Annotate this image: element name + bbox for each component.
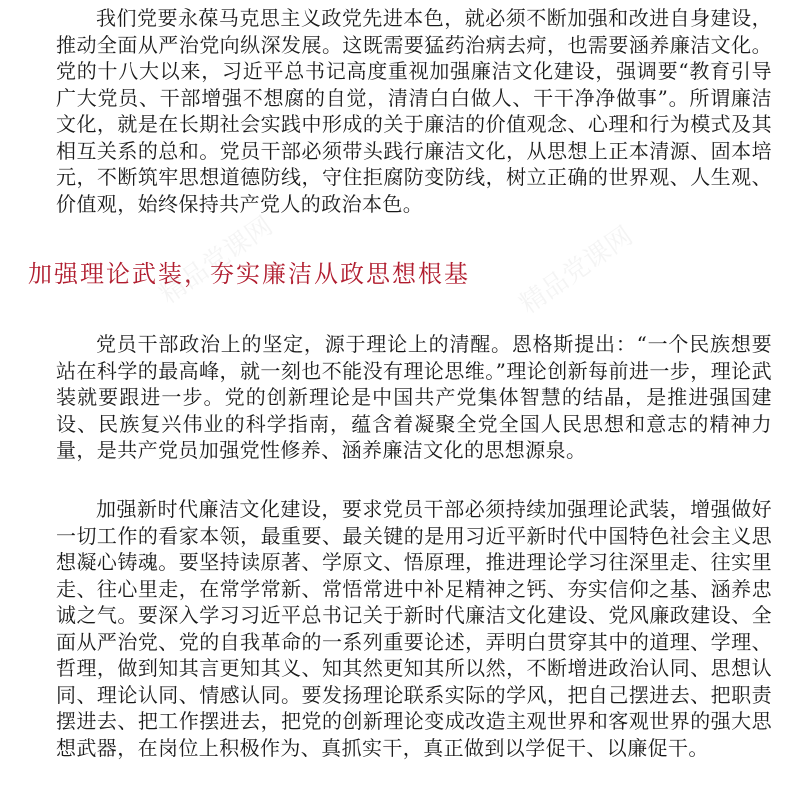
watermark: 精品党课网	[514, 220, 639, 321]
article-paragraph: 加强新时代廉洁文化建设，要求党员干部必须持续加强理论武装，增强做好一切工作的看家本领，最重要、最关键的是用习近平新时代中国特色社会主义思想凝心铸魂。要坚持读原著、学原文、悟原理，推进理论学习往深里走、往实里走、往心里走，在常学常新、常悟常进中补足精神之钙、夯实信仰之基、涵养忠诚之气。要深入学习习近平总书记关于新时代廉洁文化建设、党风廉政建设、全面从严治党、党的自我革命的一系列重要论述，弄明白贯穿其中的道理、学理、哲理，做到知其言更知其义、知其然更知其所以然，不断增进政治认同、思想认同、理论认同、情感认同。要发扬理论联系实际的学风，把自己摆进去、把职责摆进去、把工作摆进去，把党的创新理论变成改造主观世界和客观世界的强大思想武器，在岗位上积极作为、真抓实干，真正做到以学促干、以廉促干。	[56, 497, 772, 760]
watermark: 精品党课网	[154, 210, 279, 311]
article-paragraph: 党员干部政治上的坚定，源于理论上的清醒。恩格斯提出：“一个民族想要站在科学的最高峰，就一刻也不能没有理论思维。”理论创新每前进一步，理论武装就要跟进一步。党的创新理论是中国共产党集体智慧的结晶，是推进强国建设、民族复兴伟业的科学指南，蕴含着凝聚全党全国人民思想和意志的精神力量，是共产党员加强党性修养、涵养廉洁文化的思想源泉。	[56, 332, 772, 462]
section-heading: 加强理论武装，夯实廉洁从政思想根基	[28, 260, 470, 288]
article-paragraph: 我们党要永葆马克思主义政党先进本色，就必须不断加强和改进自身建设，推动全面从严治党向纵深发展。这既需要猛药治病去疴，也需要涵养廉洁文化。党的十八大以来，习近平总书记高度重视加强廉洁文化建设，强调要“教育引导广大党员、干部增强不想腐的自觉，清清白白做人、干干净净做事”。所谓廉洁文化，就是在长期社会实践中形成的关于廉洁的价值观念、心理和行为模式及其相互关系的总和。党员干部必须带头践行廉洁文化，从思想上正本清源、固本培元，不断筑牢思想道德防线，守住拒腐防变防线，树立正确的世界观、人生观、价值观，始终保持共产党人的政治本色。	[56, 6, 772, 216]
